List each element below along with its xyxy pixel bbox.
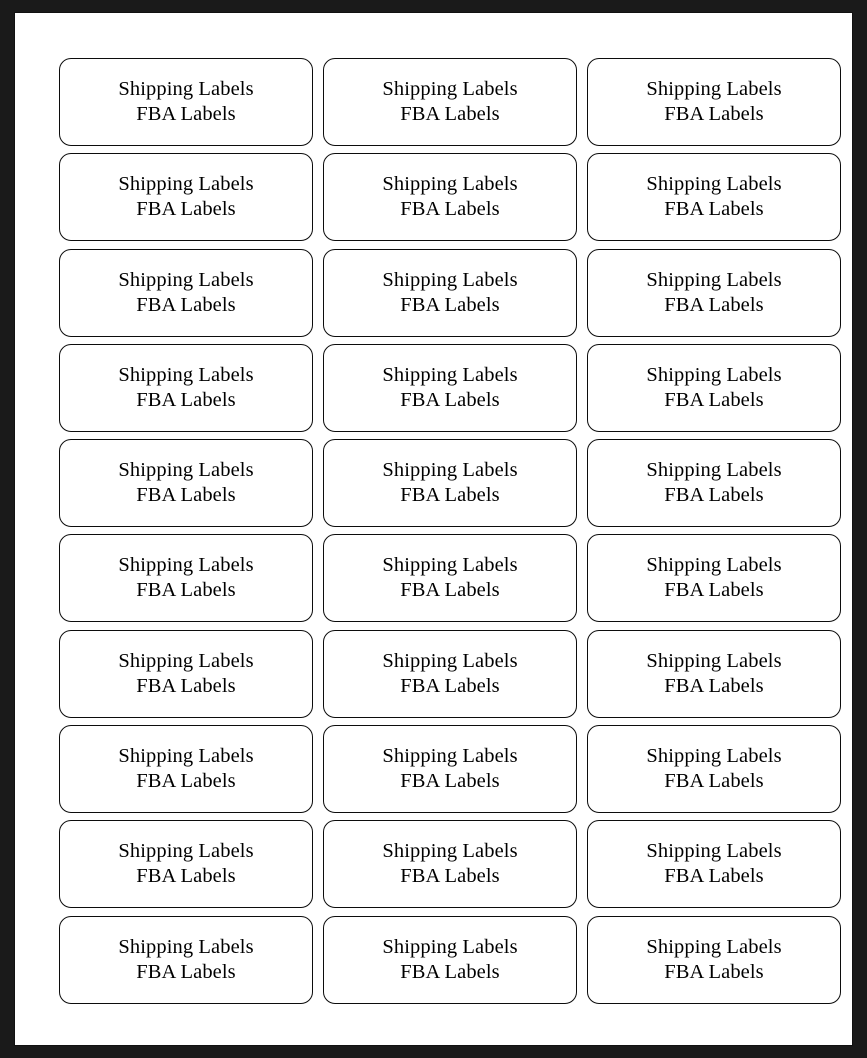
shipping-label [587,249,841,337]
label-sheet [14,12,853,1046]
shipping-label [587,916,841,1004]
shipping-label [59,249,313,337]
label-line-primary: Shipping Labels [382,78,518,100]
shipping-label [323,344,577,432]
label-line-secondary: FBA Labels [400,579,500,602]
label-line-secondary: FBA Labels [136,865,236,888]
label-line-secondary: FBA Labels [400,103,500,125]
label-line-secondary: FBA Labels [664,484,764,507]
label-line-primary: Shipping Labels [118,840,254,863]
label-line-primary: Shipping Labels [646,363,782,386]
label-line-secondary: FBA Labels [400,865,500,888]
label-line-secondary: FBA Labels [664,198,764,221]
label-line-primary: Shipping Labels [646,745,782,768]
label-line-secondary: FBA Labels [136,293,236,316]
shipping-label [59,153,313,241]
label-line-primary: Shipping Labels [118,554,254,577]
label-line-secondary: FBA Labels [136,674,236,697]
shipping-label [59,344,313,432]
label-line-primary: Shipping Labels [646,554,782,577]
label-line-secondary: FBA Labels [136,579,236,602]
shipping-label [587,153,841,241]
shipping-label [59,534,313,622]
label-line-secondary: FBA Labels [400,770,500,793]
label-line-primary: Shipping Labels [646,459,782,482]
shipping-label [59,58,313,146]
label-line-secondary: FBA Labels [136,770,236,793]
shipping-label [59,725,313,813]
shipping-label [59,916,313,1004]
label-line-primary: Shipping Labels [118,649,254,672]
label-line-primary: Shipping Labels [382,459,518,482]
shipping-label [323,439,577,527]
label-line-secondary: FBA Labels [664,388,764,411]
shipping-label [323,58,577,146]
label-grid [59,58,841,1011]
label-line-secondary: FBA Labels [136,960,236,983]
label-line-primary: Shipping Labels [646,935,782,958]
shipping-label [59,630,313,718]
shipping-label [323,153,577,241]
label-line-secondary: FBA Labels [400,674,500,697]
label-line-secondary: FBA Labels [136,388,236,411]
label-line-primary: Shipping Labels [382,840,518,863]
label-line-primary: Shipping Labels [382,745,518,768]
label-line-primary: Shipping Labels [118,78,254,100]
label-line-primary: Shipping Labels [382,268,518,291]
shipping-label [59,820,313,908]
label-line-primary: Shipping Labels [118,745,254,768]
label-line-secondary: FBA Labels [400,293,500,316]
label-line-secondary: FBA Labels [664,770,764,793]
label-line-secondary: FBA Labels [664,865,764,888]
label-line-secondary: FBA Labels [664,674,764,697]
label-line-secondary: FBA Labels [400,388,500,411]
label-line-secondary: FBA Labels [664,103,764,125]
label-line-primary: Shipping Labels [382,363,518,386]
shipping-label [587,534,841,622]
label-line-primary: Shipping Labels [646,173,782,196]
label-line-primary: Shipping Labels [646,840,782,863]
label-line-primary: Shipping Labels [646,268,782,291]
label-line-secondary: FBA Labels [664,579,764,602]
shipping-label [323,916,577,1004]
label-line-primary: Shipping Labels [118,363,254,386]
shipping-label [323,725,577,813]
label-line-primary: Shipping Labels [118,173,254,196]
label-line-primary: Shipping Labels [382,173,518,196]
shipping-label [323,630,577,718]
label-line-primary: Shipping Labels [118,459,254,482]
shipping-label [587,725,841,813]
label-line-secondary: FBA Labels [400,484,500,507]
shipping-label [587,439,841,527]
label-line-primary: Shipping Labels [382,554,518,577]
shipping-label [323,820,577,908]
shipping-label [323,249,577,337]
label-line-secondary: FBA Labels [664,293,764,316]
label-line-primary: Shipping Labels [382,649,518,672]
label-line-secondary: FBA Labels [400,960,500,983]
label-line-primary: Shipping Labels [646,649,782,672]
label-line-secondary: FBA Labels [136,103,236,125]
label-line-primary: Shipping Labels [646,78,782,100]
label-line-primary: Shipping Labels [118,268,254,291]
shipping-label [587,630,841,718]
label-line-secondary: FBA Labels [136,484,236,507]
shipping-label [587,344,841,432]
label-line-secondary: FBA Labels [136,198,236,221]
label-line-primary: Shipping Labels [382,935,518,958]
label-line-primary: Shipping Labels [118,935,254,958]
label-line-secondary: FBA Labels [400,198,500,221]
label-line-secondary: FBA Labels [664,960,764,983]
shipping-label [59,439,313,527]
shipping-label [587,820,841,908]
shipping-label [587,58,841,146]
shipping-label [323,534,577,622]
